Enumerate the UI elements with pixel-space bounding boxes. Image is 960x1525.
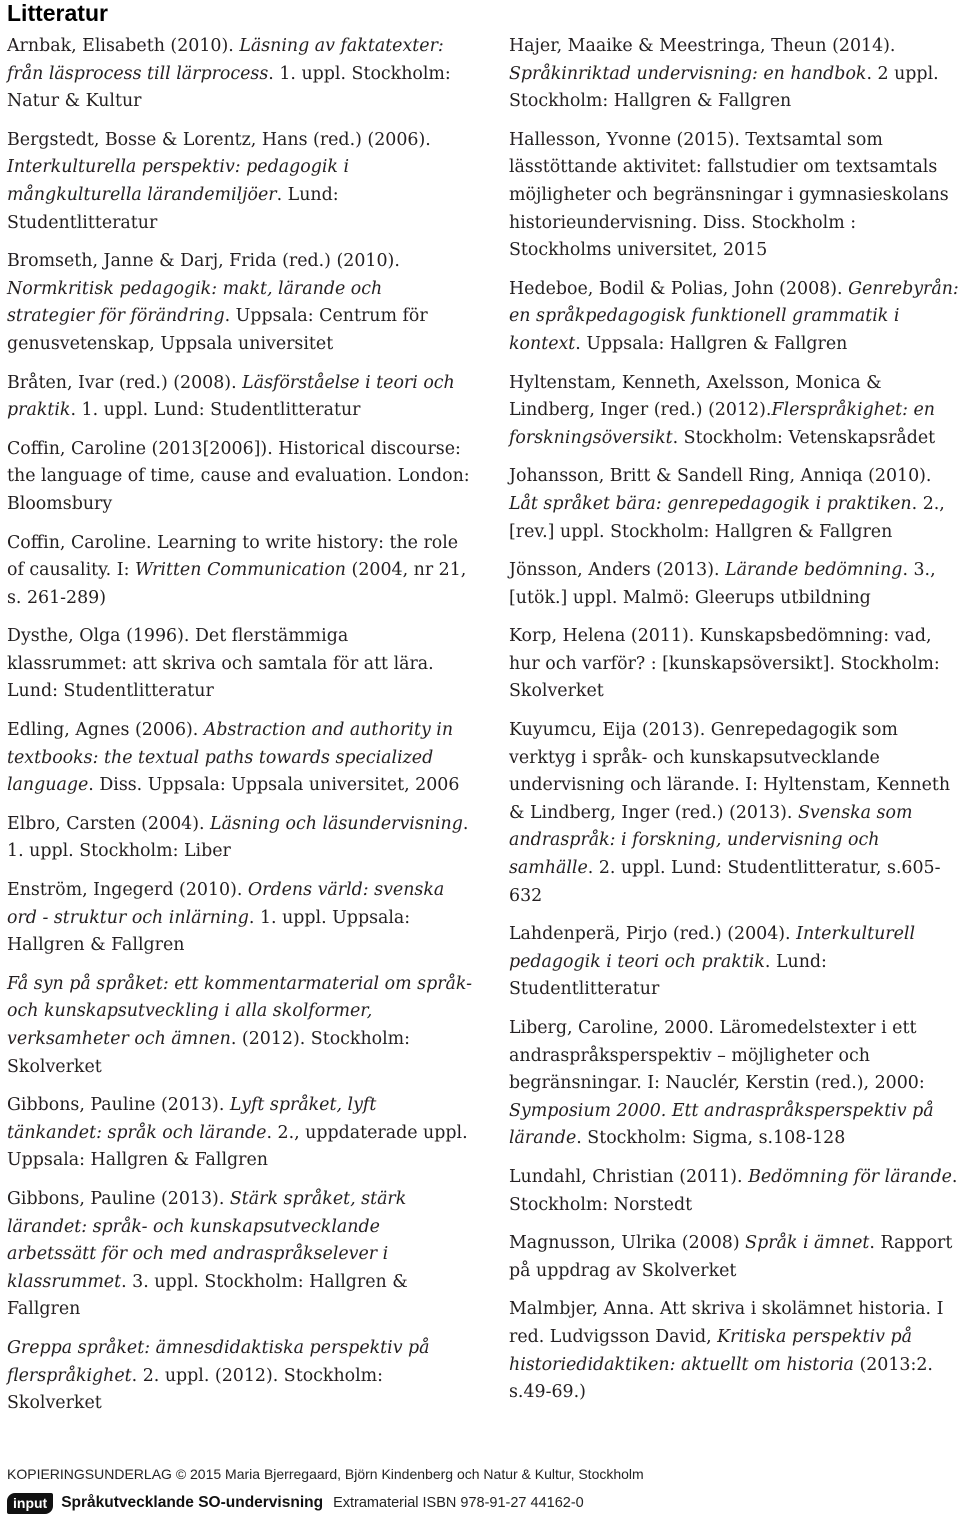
reference-title: Greppa språket: ämnesdidaktiska perspektiv på flerspråkighet [7,1337,430,1386]
reference-column-left [7,33,472,1429]
reference-title: Interkulturella perspektiv: pedagogik i mångkulturella lärandemiljöer [7,157,350,205]
reference-text: Liberg, Caroline, 2000. Läromedelstexter i ett andraspråksperspektiv – möjligheter och begränsningar. I: Nauclér, Kerstin (red.), 2000: [509,1018,925,1094]
reference-text: . 1. uppl. Uppsala: Hallgren & Fallgren [7,907,411,956]
reference-title: Lyft språket, lyft tänkandet: språk och lärande [7,1095,377,1143]
reference-entry [7,370,472,425]
reference-entry [509,463,959,546]
reference-title: Flerspråkighet: en forskningsöversikt [509,400,936,448]
reference-text: Hyltenstam, Kenneth, Axelsson, Monica & Lindberg, Inger (red.) (2012). [509,372,882,421]
reference-entry [7,971,472,1081]
reference-entry [509,127,959,265]
reference-text: Gibbons, Pauline (2013). [7,1188,230,1209]
reference-text: Jönsson, Anders (2013). [509,560,726,581]
reference-text: Lundahl, Christian (2011). [509,1166,749,1187]
reference-title: Få syn på språket: ett kommentarmaterial om språk- och kunskapsutveckling i alla skolformer, verksamheter och ämnen [7,973,472,1049]
reference-title: Språkinriktad undervisning: en handbok [509,63,867,84]
reference-text: Malmbjer, Anna. Att skriva i skolämnet historia. I red. Ludvigsson David, [509,1299,944,1347]
reference-text: Bråten, Ivar (red.) (2008). [7,372,243,393]
reference-title: Lärande bedömning [725,560,903,581]
reference-text: . 2., uppdaterade uppl. Uppsala: Hallgren & Fallgren [7,1122,468,1171]
reference-text: . (2012). Stockholm: Skolverket [7,1029,411,1077]
reference-text: (2004, nr 21, s. 261-289) [7,560,467,608]
input-logo: input [7,1493,53,1514]
reference-text: . Uppsala: Hallgren & Fallgren [575,333,848,354]
reference-text: . 1. uppl. Stockholm: Natur & Kultur [7,63,451,112]
reference-entry [509,557,959,612]
reference-entry [509,276,959,359]
reference-title: Written Communication [134,560,346,581]
reference-text: . 2. uppl. (2012). Stockholm: Skolverket [7,1365,384,1414]
reference-title: Svenska som andraspråk: i forskning, undervisning och samhälle [509,802,913,879]
reference-entry [7,623,472,706]
reference-text: . Stockholm: Norstedt [509,1166,958,1215]
reference-text: . 2 uppl. Stockholm: Hallgren & Fallgren [509,63,939,112]
reference-text: Korp, Helena (2011). Kunskapsbedömning: vad, hur och varför? : [kunskapsöversikt]. Stockholm: Skolverket [509,626,940,702]
reference-title: Språk i ämnet [745,1233,870,1254]
reference-text: Enström, Ingegerd (2010). [7,880,248,901]
reference-entry [509,33,959,116]
reference-title: Interkulturell pedagogik i teori och praktik [509,924,916,972]
reference-entry [7,1092,472,1175]
reference-entry [509,1230,959,1285]
reference-column-right [509,33,959,1418]
reference-entry [509,623,959,706]
reference-title: Symposium 2000. Ett andraspråksperspektiv på lärande [509,1100,934,1149]
reference-title: Kritiska perspektiv på historiedidaktiken: aktuellt om historia [509,1326,912,1375]
reference-title: Ordens värld: svenska ord - struktur och inlärning [7,880,445,928]
reference-entry [509,921,959,1004]
reference-text: Lahdenperä, Pirjo (red.) (2004). [509,924,797,945]
reference-text: . Lund: Studentlitteratur [7,184,339,233]
page-title: Litteratur [7,0,108,26]
reference-text: Arnbak, Elisabeth (2010). [7,36,240,56]
reference-title: Abstraction and authority in textbooks: the textual paths towards specialized language [7,720,454,796]
extramaterial-isbn: Extramaterial ISBN 978-91-27 44162-0 [333,1495,584,1511]
reference-text: Bromseth, Janne & Darj, Frida (red.) (2010). [7,251,400,272]
reference-text: . 1. uppl. Stockholm: Liber [7,813,469,862]
reference-text: Hedeboe, Bodil & Polias, John (2008). [509,278,849,299]
reference-entry [7,127,472,237]
reference-text: Coffin, Caroline. Learning to write history: the role of causality. I: [7,532,459,581]
reference-text: . Stockholm: Sigma, s.108-128 [576,1128,846,1149]
reference-text: . 3. uppl. Stockholm: Hallgren & Fallgren [7,1271,408,1320]
reference-entry [509,717,959,910]
reference-text: . Rapport på uppdrag av Skolverket [509,1233,953,1281]
reference-text: Johansson, Britt & Sandell Ring, Anniqa (2010). [509,466,932,487]
reference-entry [7,811,472,866]
reference-text: . Stockholm: Vetenskapsrådet [672,427,936,448]
reference-title: Läsförståelse i teori och praktik [7,372,455,421]
footer-publication [7,1492,584,1514]
reference-text: Hajer, Maaike & Meestringa, Theun (2014). [509,36,896,56]
reference-entry [509,1015,959,1153]
reference-entry [509,370,959,453]
reference-entry [7,1335,472,1418]
reference-text: . 2., [rev.] uppl. Stockholm: Hallgren & Fallgren [509,493,945,542]
reference-text: Elbro, Carsten (2004). [7,813,211,834]
reference-text: (2013:2. s.49-69.) [509,1354,933,1403]
reference-text: . Uppsala: Centrum för genusvetenskap, Uppsala universitet [7,306,428,354]
reference-text: Bergstedt, Bosse & Lorentz, Hans (red.) (2006). [7,129,431,150]
reference-entry [7,717,472,800]
copyright-notice: KOPIERINGSUNDERLAG © 2015 Maria Bjerregaard, Björn Kindenberg och Natur & Kultur, Stockholm [7,1466,644,1482]
reference-entry [7,248,472,358]
reference-text: . 3., [utök.] uppl. Malmö: Gleerups utbildning [509,560,936,608]
reference-title: Bedömning för lärande [748,1166,952,1187]
reference-text: Magnusson, Ulrika (2008) [509,1233,746,1254]
reference-entry [7,436,472,519]
reference-entry [509,1164,959,1219]
reference-text: Edling, Agnes (2006). [7,720,204,741]
book-title: Språkutvecklande SO-undervisning [61,1494,324,1511]
reference-text: . 1. uppl. Lund: Studentlitteratur [70,400,361,421]
reference-title: Läsning och läsundervisning [210,813,463,834]
reference-text: Coffin, Caroline (2013[2006]). Historical discourse: the language of time, cause and evaluation. London: Bloomsbury [7,438,470,514]
reference-text: . 2. uppl. Lund: Studentlitteratur, s.605-632 [509,858,941,906]
reference-entry [7,1186,472,1324]
reference-text: . Lund: Studentlitteratur [509,951,827,1000]
reference-entry [7,530,472,613]
reference-title: Läsning av faktatexter: från läsprocess till lärprocess [7,36,444,84]
reference-text: Gibbons, Pauline (2013). [7,1095,230,1116]
reference-entry [7,877,472,960]
reference-text: Hallesson, Yvonne (2015). Textsamtal som lässtöttande aktivitet: fallstudier om textsamtals möjligheter och begränsningar i gymnasieskolans historieundervisning. Diss. Stockholm : Stockholms universitet, 2015 [509,129,949,261]
reference-title: Normkritisk pedagogik: makt, lärande och strategier för förändring [7,278,383,327]
reference-title: Genrebyrån: en språkpedagogisk funktionell grammatik i kontext [509,278,959,354]
reference-title: Stärk språket, stärk lärandet: språk- och kunskapsutvecklande arbetssätt för och med andraspråkselever i klassrummet [7,1188,407,1292]
reference-entry [7,33,472,116]
reference-entry [509,1296,959,1406]
reference-text: . Diss. Uppsala: Uppsala universitet, 2006 [88,775,460,796]
reference-title: Låt språket bära: genrepedagogik i praktiken [509,493,912,514]
reference-text: Kuyumcu, Eija (2013). Genrepedagogik som verktyg i språk- och kunskapsutvecklande undervisning och lärande. I: Hyltenstam, Kenneth & Lindberg, Inger (red.) (2013). [509,720,951,823]
reference-text: Dysthe, Olga (1996). Det flerstämmiga klassrummet: att skriva och samtala för att lära. Lund: Studentlitteratur [7,626,434,702]
